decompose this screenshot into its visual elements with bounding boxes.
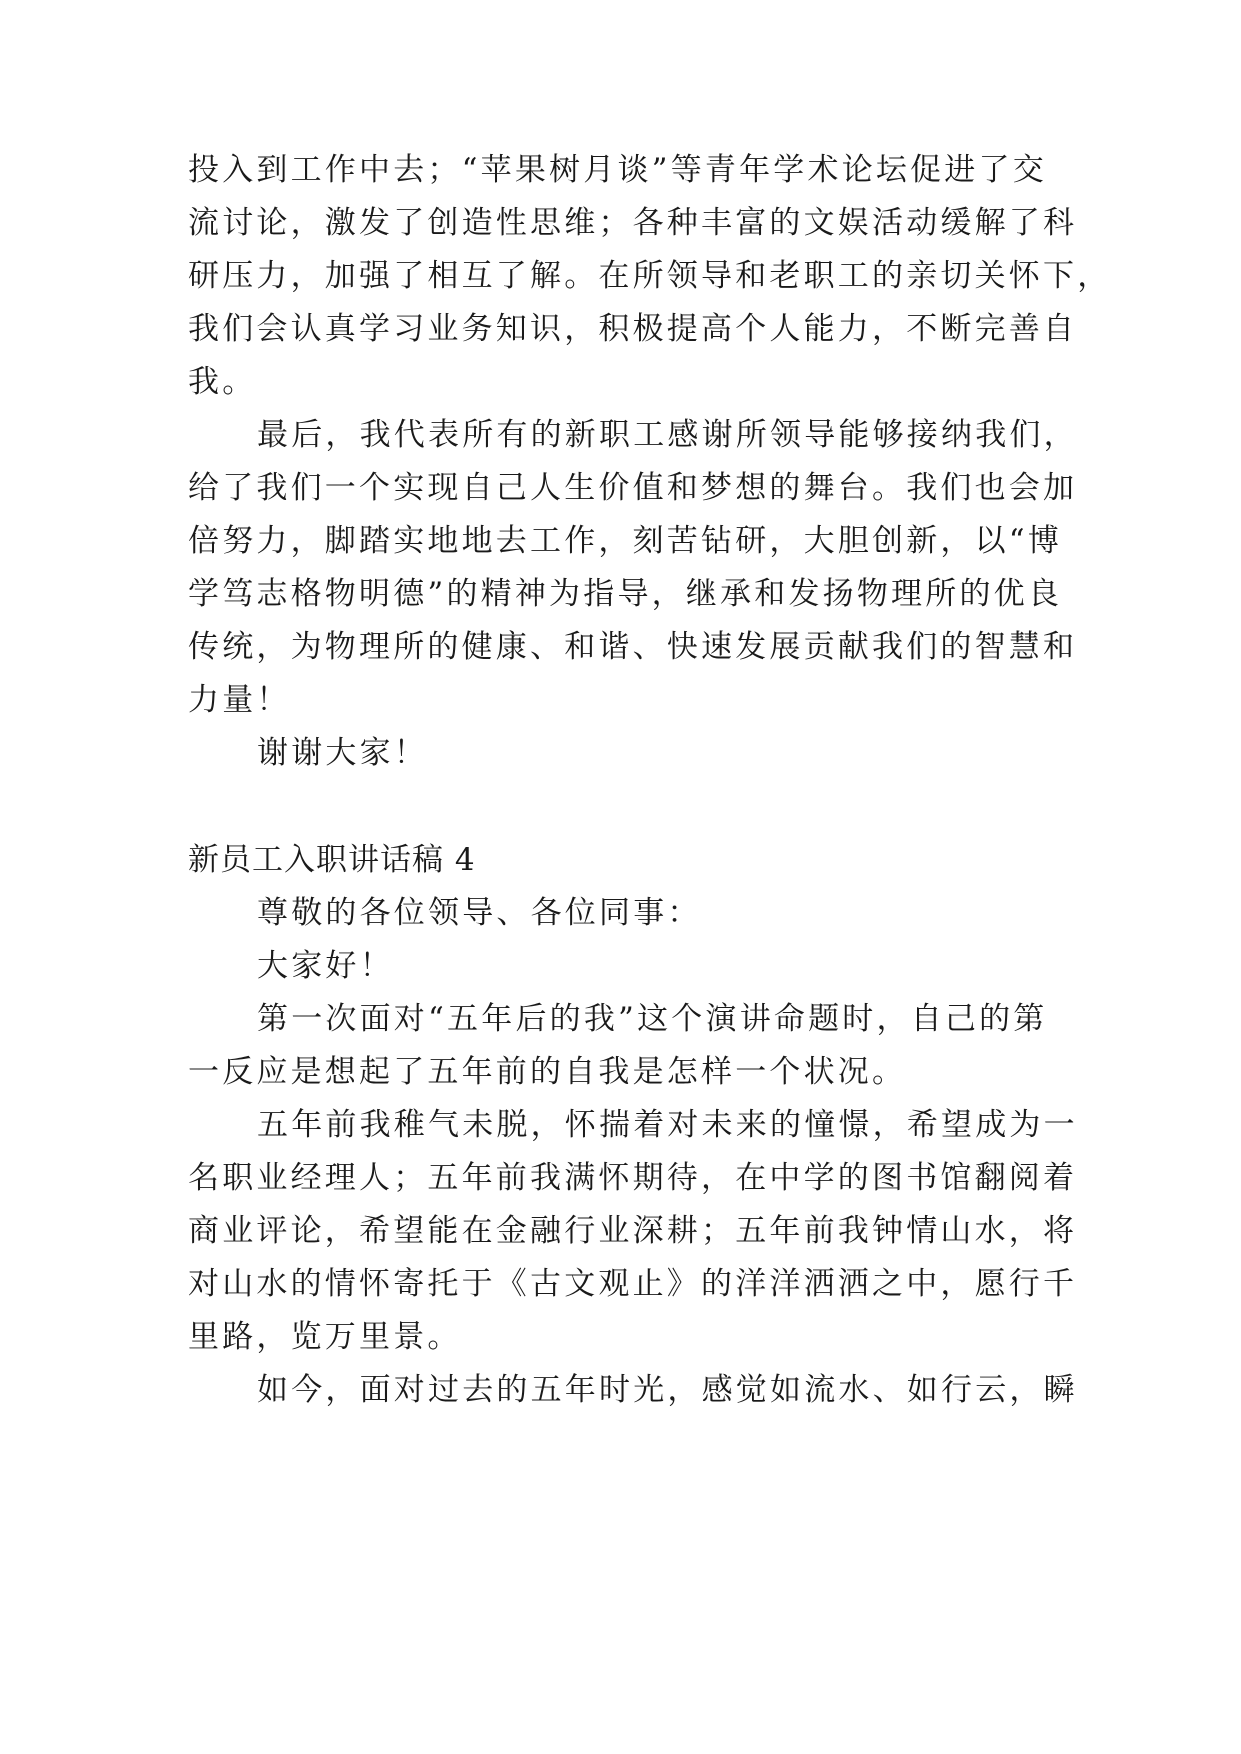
body-text-line: 第一次面对“五年后的我”这个演讲命题时，自己的第 [257, 1001, 1048, 1037]
body-text-line: 商业评论，希望能在金融行业深耕；五年前我钟情山水，将 [188, 1213, 1078, 1249]
body-text-line: 流讨论，激发了创造性思维；各种丰富的文娱活动缓解了科 [188, 205, 1078, 241]
body-text-line: 我们会认真学习业务知识，积极提高个人能力，不断完善自 [188, 311, 1078, 347]
body-text-line: 名职业经理人；五年前我满怀期待，在中学的图书馆翻阅着 [188, 1160, 1078, 1196]
body-text-line: 谢谢大家！ [257, 735, 428, 771]
body-text-line: 大家好！ [257, 948, 394, 984]
body-text-line: 尊敬的各位领导、各位同事： [257, 895, 702, 931]
body-text-line: 里路，览万里景。 [188, 1319, 462, 1355]
body-text-line: 传统，为物理所的健康、和谐、快速发展贡献我们的智慧和 [188, 629, 1078, 665]
body-text-line: 倍努力，脚踏实地地去工作，刻苦钻研，大胆创新，以“博 [188, 523, 1063, 559]
body-text-line: 研压力，加强了相互了解。在所领导和老职工的亲切关怀下， [188, 258, 1112, 294]
body-text-line: 最后，我代表所有的新职工感谢所领导能够接纳我们， [257, 417, 1078, 453]
body-text-line: 投入到工作中去；“苹果树月谈”等青年学术论坛促进了交 [188, 152, 1047, 188]
body-text-line: 一反应是想起了五年前的自我是怎样一个状况。 [188, 1054, 907, 1090]
body-text-line: 对山水的情怀寄托于《古文观止》的洋洋洒洒之中，愿行千 [188, 1266, 1078, 1302]
body-text-line: 我。 [188, 364, 257, 400]
body-text-line: 五年前我稚气未脱，怀揣着对未来的憧憬，希望成为一 [257, 1107, 1078, 1143]
body-text-line: 学笃志格物明德”的精神为指导，继承和发扬物理所的优良 [188, 576, 1063, 612]
section-title: 新员工入职讲话稿 4 [188, 842, 476, 878]
body-text-line: 如今，面对过去的五年时光，感觉如流水、如行云，瞬 [257, 1372, 1078, 1408]
body-text-line: 给了我们一个实现自己人生价值和梦想的舞台。我们也会加 [188, 470, 1078, 506]
body-text-line: 力量！ [188, 682, 291, 718]
